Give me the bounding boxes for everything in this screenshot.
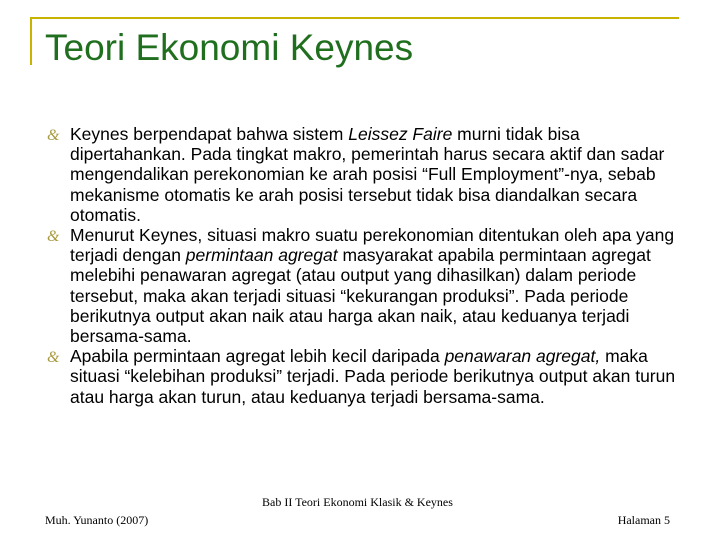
footer-author: Muh. Yunanto (2007) — [45, 513, 149, 527]
svg-text:&: & — [47, 228, 60, 244]
svg-text:&: & — [47, 127, 60, 142]
svg-text:&: & — [47, 349, 60, 365]
top-accent-line — [30, 17, 679, 19]
bullet-item — [46, 225, 686, 346]
bullet-text: Keynes berpendapat bahwa sistem Leissez Faire murni tidak bisa dipertahankan. Pada tingkat makro, pemerintah harus secara aktif dan sadar mengendalikan perekonomian ke arah posisi “Full Employment”-nya, sebab mekanisme otomatis ke arah posisi tersebut tidak bisa diandalkan secara otomatis. — [70, 124, 665, 225]
bullet-item — [46, 124, 686, 225]
bullet-item — [46, 346, 686, 407]
ampersand-bullet-icon — [46, 348, 62, 364]
slide-title: Teori Ekonomi Keynes — [45, 27, 414, 68]
footer-chapter: Bab II Teori Ekonomi Klasik & Keynes — [262, 495, 453, 509]
bullet-list — [46, 124, 686, 407]
left-accent-line — [30, 17, 32, 65]
bullet-text: Apabila permintaan agregat lebih kecil daripada penawaran agregat, maka situasi “kelebihan produksi” terjadi. Pada periode berikutnya output akan turun atau harga akan turun, atau keduanya terjadi bersama-sama. — [70, 346, 676, 407]
ampersand-bullet-icon — [46, 227, 62, 243]
footer-page-number: Halaman 5 — [617, 513, 670, 527]
bullet-text: Menurut Keynes, situasi makro suatu perekonomian ditentukan oleh apa yang terjadi dengan permintaan agregat masyarakat apabila permintaan agregat melebihi penawaran agregat (atau output yang dihasilkan) dalam periode tersebut, maka akan terjadi situasi “kekurangan produksi”. Pada periode berikutnya output akan naik atau harga akan naik, atau keduanya terjadi bersama-sama. — [70, 225, 675, 347]
ampersand-bullet-icon — [46, 126, 62, 142]
